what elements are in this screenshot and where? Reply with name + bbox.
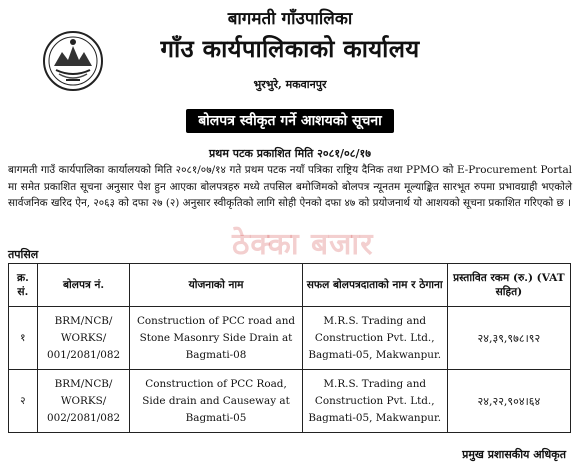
- cell-bid-number: BRM/NCB/ WORKS/ 002/2081/082: [37, 370, 130, 433]
- cell-project-name: Construction of PCC Road, Side drain and Causeway at Bagmati-05: [130, 370, 302, 433]
- publication-date-line: प्रथम पटक प्रकाशित मिति २०८१/०८/१७: [209, 147, 371, 160]
- award-table: [8, 263, 571, 433]
- cell-amount: २४,२२,९०४।६४: [447, 370, 570, 433]
- col-successful-bidder: सफल बोलपत्रदाताको नाम र ठेगाना: [302, 264, 447, 307]
- schedule-heading: तपसिल: [8, 248, 39, 261]
- cell-serial: २: [9, 370, 38, 433]
- cell-bidder: M.R.S. Trading and Construction Pvt. Ltd., Bagmati-05, Makwanpur.: [302, 307, 447, 370]
- notice-title: बोलपत्र स्वीकृत गर्ने आशयको सूचना: [186, 109, 394, 133]
- cell-bid-number: BRM/NCB/ WORKS/ 001/2081/082: [37, 307, 130, 370]
- table-row: [9, 370, 571, 433]
- col-project-name: योजनाको नाम: [130, 264, 302, 307]
- watermark-logo: ठेक्का बजार: [232, 227, 374, 262]
- notice-title-bar: [0, 109, 580, 133]
- cell-amount: २४,३९,९७८।९२: [447, 307, 570, 370]
- table-header-row: [9, 264, 571, 307]
- office-name: गाँउ कार्यपालिकाको कार्यालय: [160, 34, 420, 63]
- notice-body: बागमती गाउँ कार्यपालिका कार्यालयको मिति २०८१/०७/१४ गते प्रथम पटक नयाँ पत्रिका राष्ट्रिय दैनिक तथा PPMO को E-Procurement Portal मा समेत प्रकाशित सूचना अनुसार पेश हुन आएका बोलपत्रहरु मध्ये तपसिल बमोजिमको बोलपत्र न्यूनतम मूल्याङ्कित सारभूत रुपमा प्रभावग्राही भएकोले सार्वजनिक खरिद ऐन, २०६३ को दफा २७ (२) अनुसार स्वीकृतिको लागि सोही ऐनको दफा ४७ को प्रयोजनार्थ यो आशयको सूचना प्रकाशित गरिएको छ ।: [8, 164, 572, 210]
- col-bid-number: बोलपत्र नं.: [37, 264, 130, 307]
- cell-project-name: Construction of PCC road and Stone Masonry Side Drain at Bagmati-08: [130, 307, 302, 370]
- municipality-name: बागमती गाँउपालिका: [227, 9, 353, 29]
- table-row: [9, 307, 571, 370]
- cell-serial: १: [9, 307, 38, 370]
- col-serial: क्र. सं.: [9, 264, 38, 307]
- signatory-title: प्रमुख प्रशासकीय अधिकृत: [462, 448, 566, 461]
- cell-bidder: M.R.S. Trading and Construction Pvt. Ltd., Bagmati-05, Makwanpur.: [302, 370, 447, 433]
- office-location: भुरभुरे, मकवानपुर: [253, 78, 327, 91]
- letterhead: [8, 0, 572, 112]
- col-proposed-amount: प्रस्तावित रकम (रु.) (VAT सहित): [447, 264, 570, 307]
